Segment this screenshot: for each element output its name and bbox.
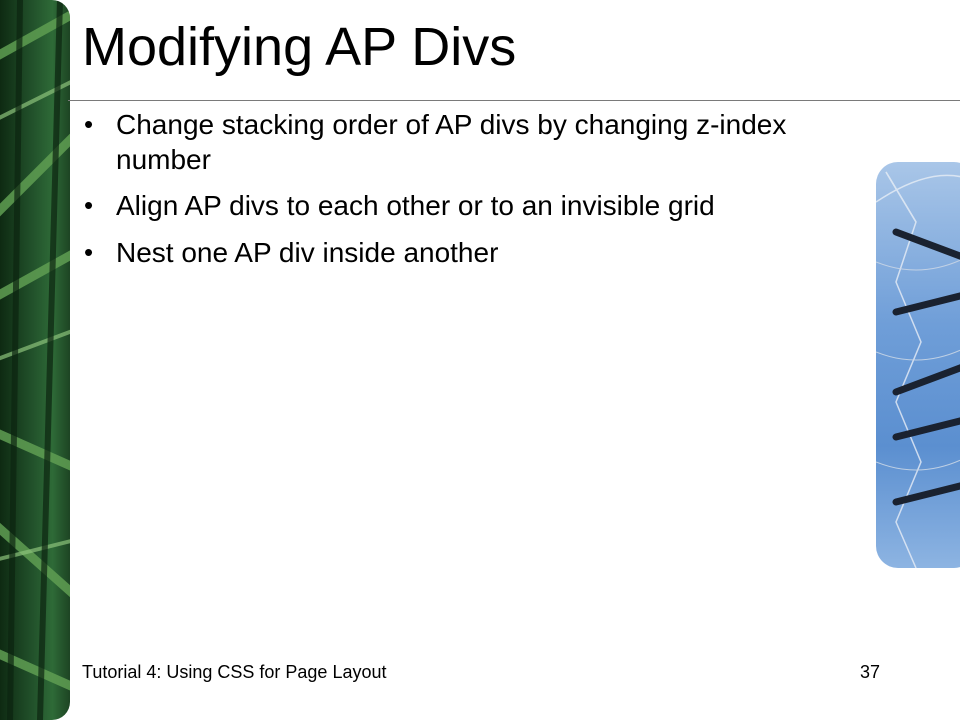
footer-title: Tutorial 4: Using CSS for Page Layout [82,662,387,682]
green-blades-image [0,0,70,720]
bullet-marker: • [84,109,94,139]
steel-tower-sky-image [876,162,960,568]
slide-title: Modifying AP Divs [82,17,517,77]
grass-pattern-icon [0,0,70,720]
bullet-text: Change stacking order of AP divs by changing z-index number [116,109,787,175]
title-divider [68,100,960,101]
bullet-marker: • [84,237,94,268]
bullet-list [82,108,822,283]
bullet-item [82,236,822,271]
bullet-text: Align AP divs to each other or to an invisible grid [116,190,715,222]
bullet-item [82,108,822,177]
tower-structure-icon [876,162,960,568]
bullet-item [82,189,822,224]
bullet-marker: • [84,190,94,221]
page-number: 37 [860,662,881,682]
bullet-text: Nest one AP div inside another [116,237,499,269]
